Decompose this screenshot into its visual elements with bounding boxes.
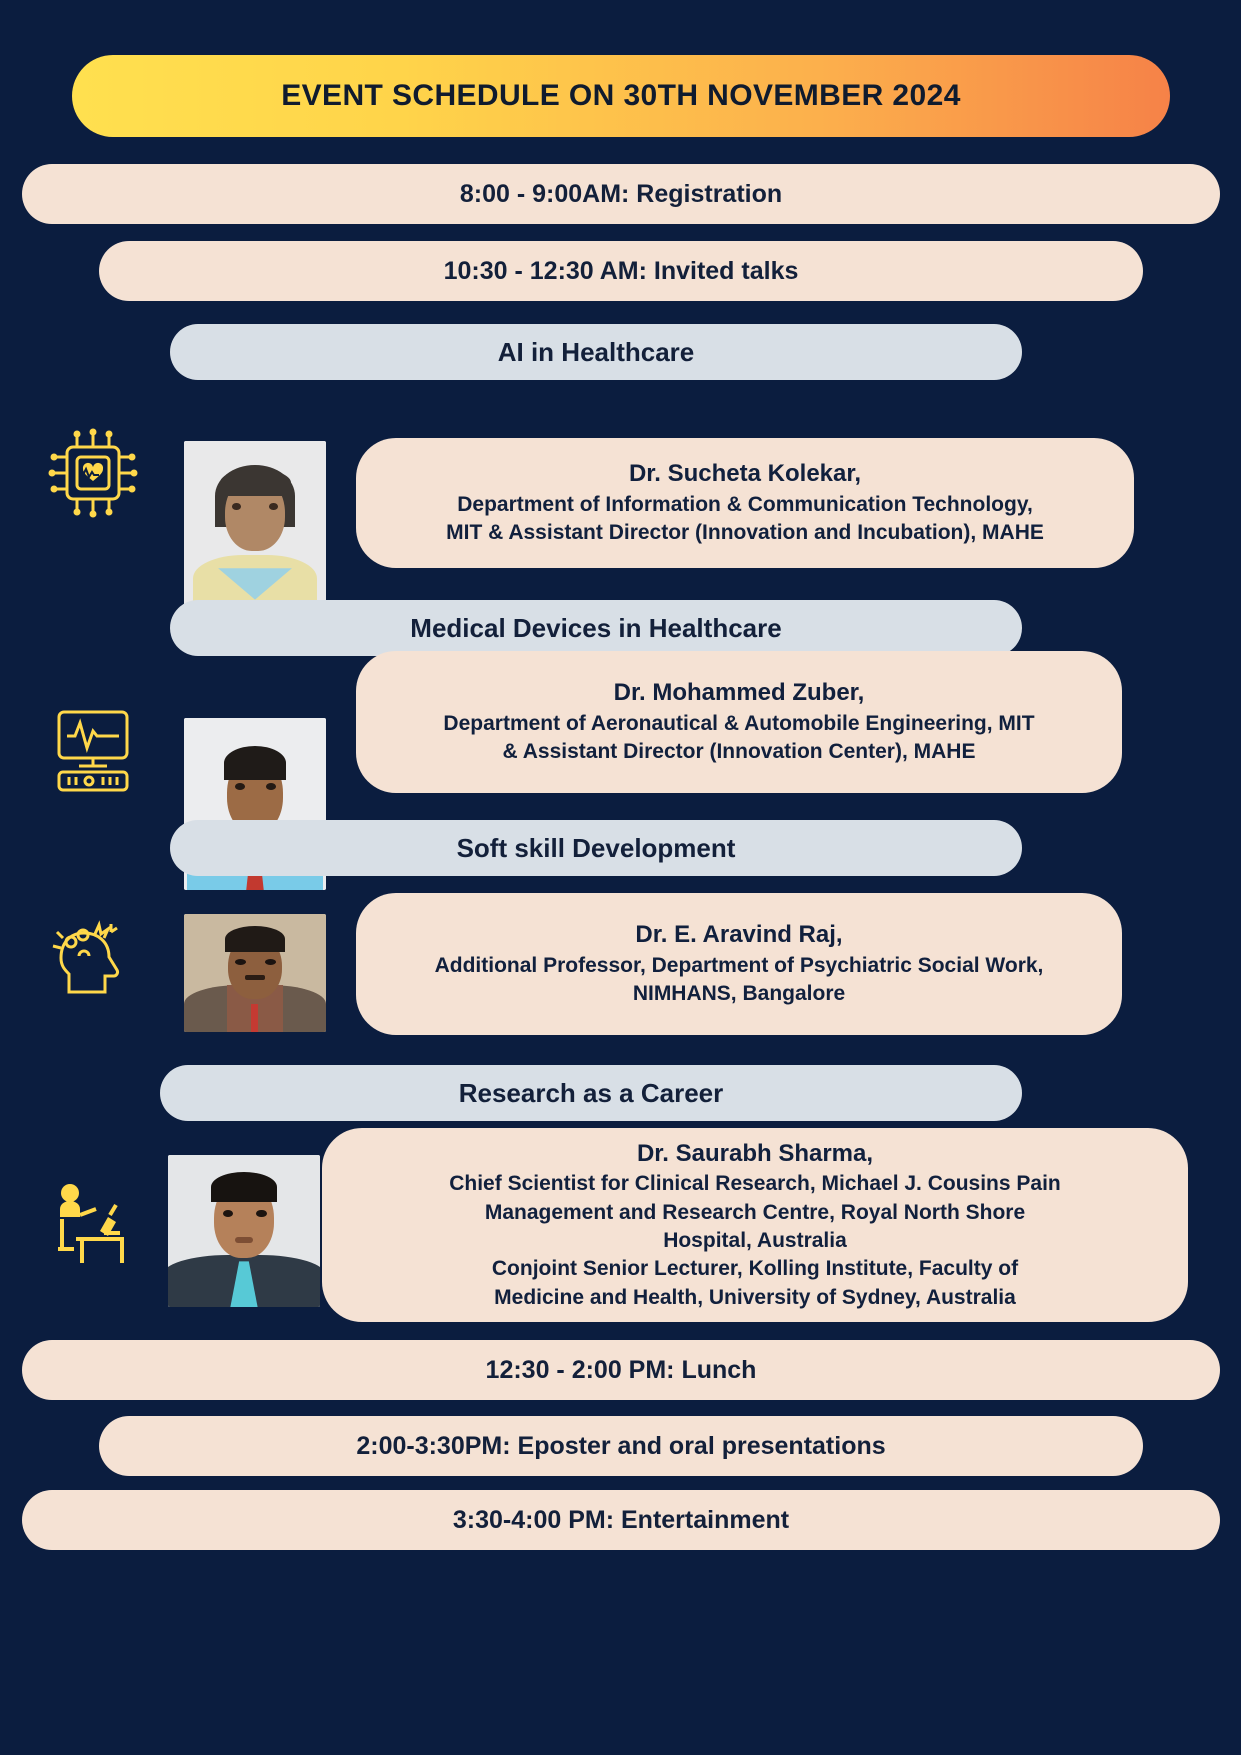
speaker-affiliation-line: NIMHANS, Bangalore (632, 982, 846, 1006)
speaker-affiliation-line: Management and Research Centre, Royal North Shore (484, 1200, 1026, 1224)
session-title-research-as-a-career (160, 1065, 1022, 1121)
schedule-registration-label: 8:00 - 9:00AM: Registration (459, 179, 783, 208)
speaker-name: Dr. Mohammed Zuber, (613, 679, 865, 707)
speaker-affiliation-line: Hospital, Australia (663, 1229, 847, 1253)
speaker-affiliation-line: Chief Scientist for Clinical Research, Michael J. Cousins Pain (449, 1172, 1061, 1196)
speaker-name: Dr. E. Aravind Raj, (635, 921, 843, 949)
speaker-card-sucheta-kolekar (356, 438, 1134, 568)
schedule-row-eposter (99, 1416, 1143, 1476)
page-title: EVENT SCHEDULE ON 30TH NOVEMBER 2024 (281, 79, 961, 112)
schedule-eposter-label: 2:00-3:30PM: Eposter and oral presentations (356, 1431, 886, 1460)
schedule-row-entertainment (22, 1490, 1220, 1550)
speaker-card-mohammed-zuber (356, 651, 1122, 793)
session-title-label: Soft skill Development (456, 832, 736, 863)
schedule-row-lunch (22, 1340, 1220, 1400)
speaker-affiliation-line: Department of Aeronautical & Automobile Engineering, MIT (443, 711, 1035, 735)
session-title-ai-in-healthcare (170, 324, 1022, 380)
speaker-card-aravind-raj (356, 893, 1122, 1035)
ai-chip-heart-icon (45, 425, 141, 521)
session-title-soft-skill-development (170, 820, 1022, 876)
schedule-row-registration (22, 164, 1220, 224)
speaker-photo-saurabh-sharma (168, 1155, 320, 1307)
speaker-photo-aravind-raj (184, 914, 326, 1032)
schedule-row-invited-talks (99, 241, 1143, 301)
medical-monitor-icon (45, 700, 141, 796)
session-title-medical-devices-in-healthcare (170, 600, 1022, 656)
speaker-affiliation-line: Additional Professor, Department of Psychiatric Social Work, (434, 953, 1044, 977)
researcher-microscope-icon (48, 1175, 144, 1271)
session-title-label: AI in Healthcare (497, 336, 695, 367)
speaker-photo-sucheta-kolekar (184, 441, 326, 613)
speaker-affiliation-line: Conjoint Senior Lecturer, Kolling Institute, Faculty of (491, 1257, 1019, 1281)
session-title-label: Research as a Career (458, 1077, 724, 1108)
schedule-invited-talks-label: 10:30 - 12:30 AM: Invited talks (443, 256, 799, 285)
session-title-label: Medical Devices in Healthcare (410, 612, 782, 643)
speaker-card-saurabh-sharma (322, 1128, 1188, 1322)
speaker-name: Dr. Saurabh Sharma, (636, 1139, 874, 1167)
page-title-banner (72, 55, 1170, 137)
schedule-lunch-label: 12:30 - 2:00 PM: Lunch (485, 1355, 757, 1384)
speaker-name: Dr. Sucheta Kolekar, (628, 460, 862, 488)
schedule-entertainment-label: 3:30-4:00 PM: Entertainment (452, 1505, 790, 1534)
speaker-affiliation-line: & Assistant Director (Innovation Center), MAHE (502, 740, 976, 764)
speaker-affiliation-line: MIT & Assistant Director (Innovation and Incubation), MAHE (446, 521, 1044, 545)
speaker-affiliation-line: Medicine and Health, University of Sydney, Australia (494, 1285, 1016, 1309)
speaker-affiliation-line: Department of Information & Communication Technology, (457, 492, 1033, 516)
head-idea-icon (45, 912, 141, 1008)
